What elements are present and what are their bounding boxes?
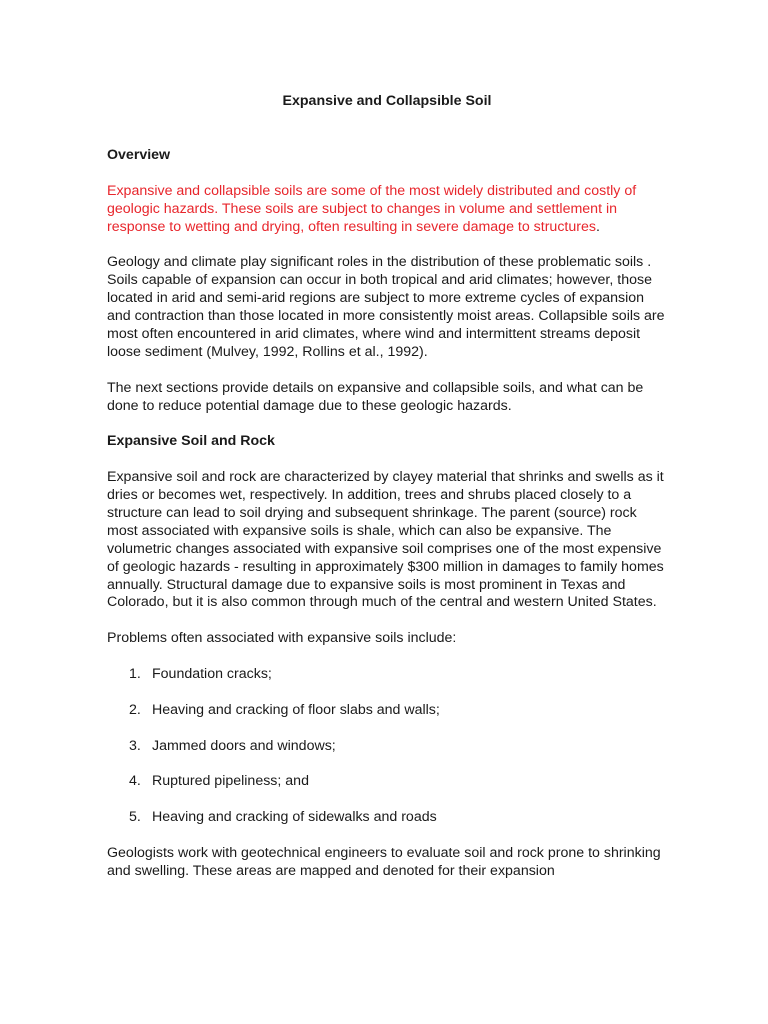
problems-intro: Problems often associated with expansive soils include: — [107, 630, 457, 647]
list-item — [129, 702, 667, 720]
list-item-number: 1. — [129, 666, 141, 683]
geologists-paragraph: Geologists work with geotechnical engineers to evaluate soil and rock prone to shrinking and swelling. These areas are mapped and denoted for their expansion — [107, 845, 661, 879]
list-item — [129, 809, 667, 827]
list-item-number: 5. — [129, 809, 141, 826]
overview-highlighted-text: Expansive and collapsible soils are some of the most widely distributed and costly of geologic hazards. These soils are subject to changes in volume and settlement in response to wetting and drying, often resulting in severe damage to structures — [107, 182, 637, 235]
document-title: Expansive and Collapsible Soil — [282, 93, 492, 109]
geology-paragraph: Geology and climate play significant roles in the distribution of these problematic soils . Soils capable of expansion can occur in both tropical and arid climates; however, those located in arid and semi-arid regions are subject to more extreme cycles of expansion and contraction than those located in more consistently moist areas. Collapsible soils are most often encountered in arid climates, where wind and intermittent streams deposit loose sediment (Mulvey, 1992, Rollins et al., 1992). — [107, 254, 665, 360]
list-item-text: Jammed doors and windows; — [152, 737, 336, 754]
list-item — [129, 666, 667, 684]
next-sections-paragraph: The next sections provide details on expansive and collapsible soils, and what can be done to reduce potential damage due to these geologic hazards. — [107, 379, 644, 414]
problems-list — [107, 666, 667, 827]
document-page — [107, 93, 667, 899]
list-item-number: 2. — [129, 701, 141, 718]
list-item-text: Heaving and cracking of floor slabs and walls; — [152, 701, 440, 718]
list-item-text: Heaving and cracking of sidewalks and roads — [152, 809, 437, 826]
overview-period: . — [595, 218, 600, 235]
list-item-number: 4. — [129, 773, 141, 790]
overview-paragraph — [107, 183, 667, 237]
list-item-text: Foundation cracks; — [152, 666, 272, 683]
list-item — [129, 738, 667, 756]
list-item-text: Ruptured pipeliness; and — [152, 773, 309, 790]
overview-heading: Overview — [107, 146, 171, 163]
list-item — [129, 773, 667, 791]
expansive-soil-heading: Expansive Soil and Rock — [107, 433, 275, 450]
list-item-number: 3. — [129, 737, 141, 754]
expansive-soil-paragraph: Expansive soil and rock are characterized by clayey material that shrinks and swells as it dries or becomes wet, respectively. In addition, trees and shrubs placed closely to a structure can lead to soil drying and subsequent shrinkage. The parent (source) rock most associated with expansive soils is shale, which can also be expansive. The volumetric changes associated with expansive soil comprises one of the most expensive of geologic hazards - resulting in approximately $300 million in damages to family homes annually. Structural damage due to expansive soils is most prominent in Texas and Colorado, but it is also common through much of the central and western United States. — [107, 469, 664, 611]
